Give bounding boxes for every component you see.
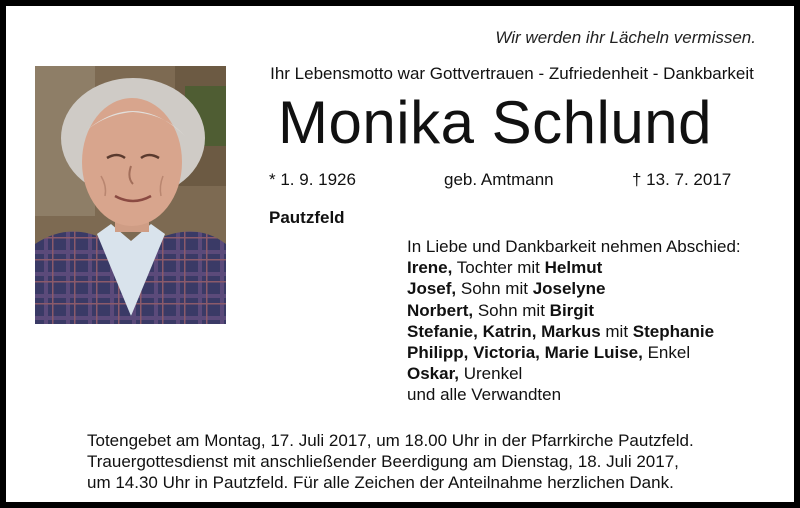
mourner-row: [407, 257, 741, 278]
service-info: [87, 430, 694, 493]
hometown: Pautzfeld: [269, 208, 345, 227]
mourner-name: Irene,: [407, 258, 453, 278]
mourner-row: [407, 384, 741, 405]
mourner-row: [407, 300, 741, 321]
service-line: um 14.30 Uhr in Pautzfeld. Für alle Zeichen der Anteilnahme herzlichen Dank.: [87, 473, 674, 492]
mourner-relation: und alle Verwandten: [407, 385, 562, 405]
death-date: † 13. 7. 2017: [632, 170, 732, 189]
deceased-name: Monika Schlund: [278, 89, 712, 156]
mourner-row: [407, 342, 741, 363]
mourner-partner: Helmut: [544, 258, 603, 278]
mourners-intro: In Liebe und Dankbarkeit nehmen Abschied:: [407, 237, 741, 256]
mourner-name: Oskar,: [407, 364, 459, 384]
mourner-relation: Urenkel: [459, 364, 523, 384]
mourner-relation: Tochter mit: [452, 258, 545, 278]
mourners-list: [407, 236, 741, 406]
maiden-name: geb. Amtmann: [444, 170, 554, 189]
service-line: Trauergottesdienst mit anschließender Beerdigung am Dienstag, 18. Juli 2017,: [87, 452, 679, 471]
mourner-name: Norbert,: [407, 300, 474, 320]
mourner-partner: Birgit: [549, 300, 595, 320]
birth-date: * 1. 9. 1926: [269, 170, 356, 189]
portrait-photo: [35, 66, 226, 324]
mourner-row: [407, 278, 741, 299]
mourner-row: [407, 321, 741, 342]
mourner-partner: Stephanie: [632, 321, 715, 341]
mourner-name: Philipp, Victoria, Marie Luise,: [407, 343, 643, 363]
mourner-relation: Enkel: [642, 343, 691, 363]
life-motto: Ihr Lebensmotto war Gottvertrauen - Zufriedenheit - Dankbarkeit: [270, 64, 754, 83]
tagline: Wir werden ihr Lächeln vermissen.: [495, 28, 756, 47]
mourner-partner: Joselyne: [532, 279, 606, 299]
mourner-relation: Sohn mit: [473, 300, 550, 320]
service-line: Totengebet am Montag, 17. Juli 2017, um 18.00 Uhr in der Pfarrkirche Pautzfeld.: [87, 431, 694, 450]
mourner-name: Stefanie, Katrin, Markus: [407, 321, 601, 341]
mourner-relation: Sohn mit: [456, 279, 533, 299]
mourner-name: Josef,: [407, 279, 457, 299]
mourner-relation: mit: [600, 321, 633, 341]
mourner-row: [407, 363, 741, 384]
